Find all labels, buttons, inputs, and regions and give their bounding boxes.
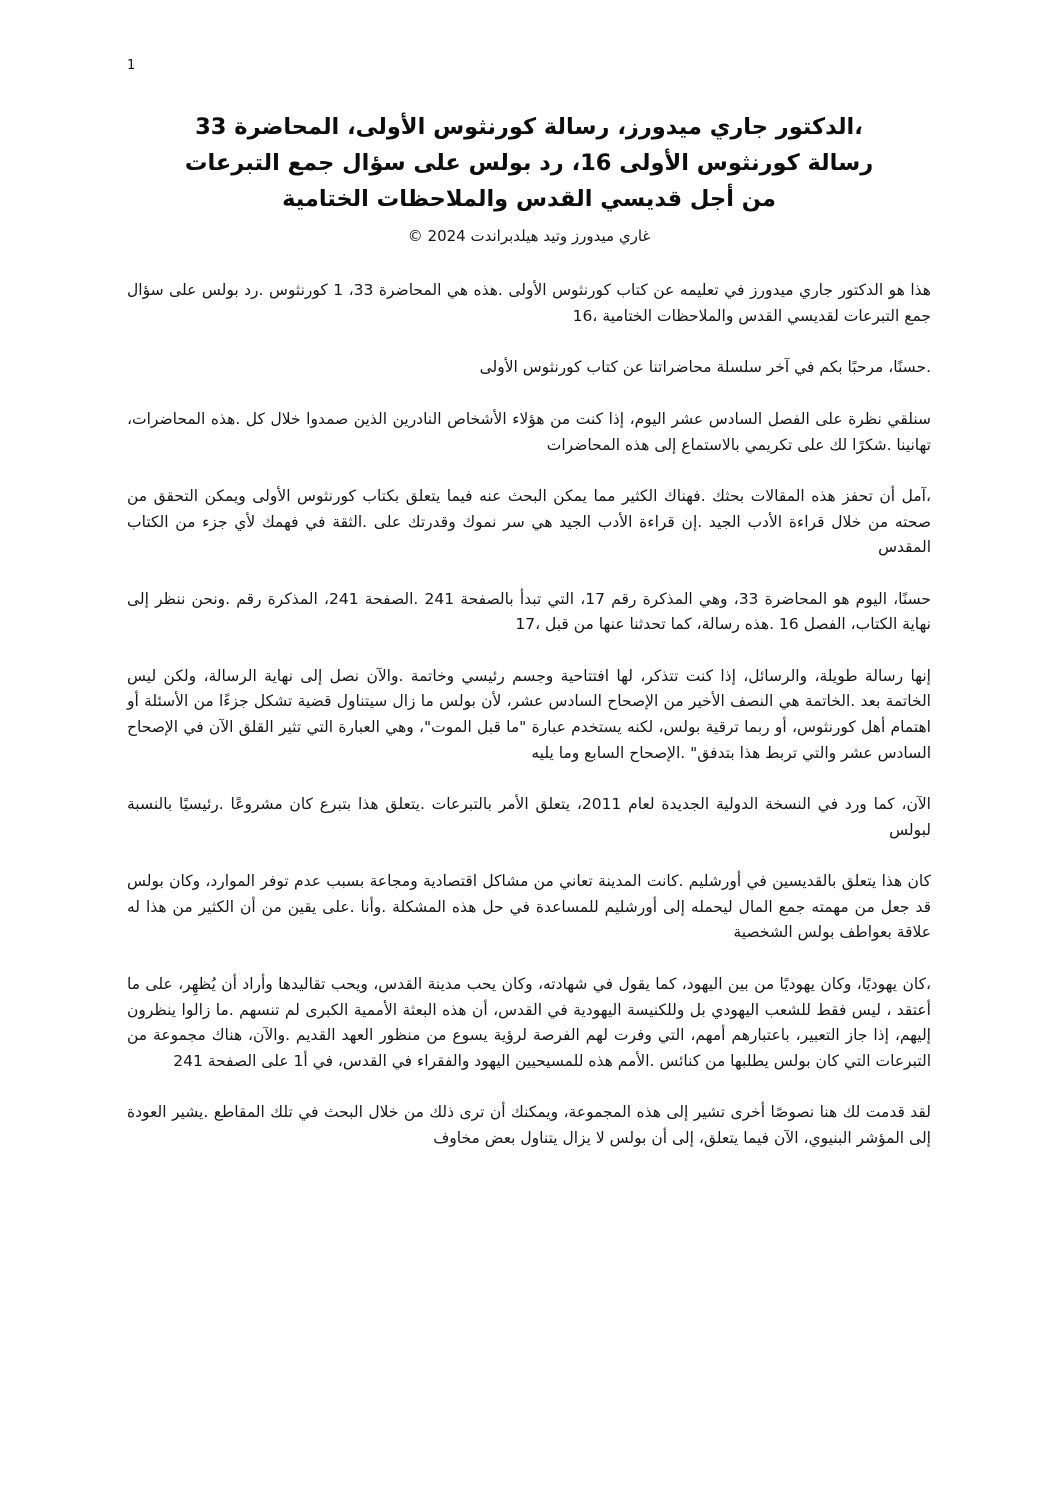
body-paragraph: لقد قدمت لك هنا نصوصًا أخرى تشير إلى هذه المجموعة، ويمكنك أن ترى ذلك من خلال البحث في تلك المقاطع .يشير العودة إلى المؤشر البنيوي، الآن فيما يتعلق، إلى أن بولس لا يزال يتناول بعض مخاوف	[127, 1103, 931, 1147]
title-line-2: رسالة كورنثوس الأولى 16، رد بولس على سؤال جمع التبرعات	[184, 150, 874, 176]
body-paragraph: .حسنًا، مرحبًا بكم في آخر سلسلة محاضراتنا عن كتاب كورنثوس الأولى	[479, 358, 931, 377]
body-paragraph: سنلقي نظرة على الفصل السادس عشر اليوم، إذا كنت من هؤلاء الأشخاص النادرين الذين صمدوا خلال كل .هذه المحاضرات، تهانينا .شكرًا لك على تكريمي بالاستماع إلى هذه المحاضرات	[127, 409, 931, 454]
body-paragraph: ،آمل أن تحفز هذه المقالات بحثك .فهناك الكثير مما يمكن البحث عنه فيما يتعلق بكتاب كورنثوس الأولى ويمكن التحقق من صحته من خلال قراءة الأدب الجيد .إن قراءة الأدب الجيد هي سر نموك وقدرتك على .الثقة في فهمك لأي جزء من الكتاب المقدس	[127, 487, 931, 557]
body-paragraph: الآن، كما ورد في النسخة الدولية الجديدة لعام 2011، يتعلق الأمر بالتبرعات .يتعلق هذا بتبرع كان مشروعًا .رئيسيًا بالنسبة لبولس	[127, 795, 931, 839]
copyright-line: غاري ميدورز وتيد هيلدبراندت 2024 ©	[407, 227, 651, 245]
body-paragraph: ،كان يهوديًا، وكان يهوديًا من بين اليهود، كما يقول في شهادته، وكان يحب مدينة القدس، ويحب تقاليدها وأراد أن يُظهِر، على ما أعتقد ، ليس فقط للشعب اليهودي بل وللكنيسة اليهودية في القدس، أن هذه البعثة الأممية الكبرى لم تنسهم .ما زالوا ينظرون إليهم، إذا جاز التعبير، باعتبارهم أمهم، التي وفرت لهم الفرصة لرؤية يسوع من منظور العهد القديم .والآن، هناك مجموعة من التبرعات التي كان بولس يطلبها من كنائس .الأمم هذه للمسيحيين اليهود والفقراء في القدس، في أ1 على الصفحة 241	[127, 974, 931, 1070]
title-line-1: ،الدكتور جاري ميدورز، رسالة كورنثوس الأولى، المحاضرة 33	[195, 114, 863, 140]
body-paragraph: هذا هو الدكتور جاري ميدورز في تعليمه عن كتاب كورنثوس الأولى .هذه هي المحاضرة 33، 1 كورنثوس .رد بولس على سؤال جمع التبرعات لقديسي القدس والملاحظات الختامية ،16	[127, 281, 931, 325]
body-paragraph: إنها رسالة طويلة، والرسائل، إذا كنت تتذكر، لها افتتاحية وجسم رئيسي وخاتمة .والآن نصل إلى نهاية الرسالة، ولكن ليس الخاتمة بعد .الخاتمة هي النصف الأخير من الإصحاح السادس عشر، لأن بولس ما زال سيتناول قضية تشكل جزءًا من الأسئلة أو اهتمام أهل كورنثوس، أو ربما ترقية بولس، لكنه يستخدم عبارة "ما قبل الموت"، وهي العبارة التي تثير القلق الآن في الإصحاح السادس عشر والتي تربط هذا بتدفق" .الإصحاح السابع وما يليه	[127, 666, 931, 762]
title-line-3: من أجل قديسي القدس والملاحظات الختامية	[282, 186, 776, 212]
body-paragraph: كان هذا يتعلق بالقديسين في أورشليم .كانت المدينة تعاني من مشاكل اقتصادية ومجاعة بسبب عدم توفر الموارد، وكان بولس قد جعل من مهمته جمع المال ليحمله إلى أورشليم للمساعدة في حل هذه المشكلة .وأنا .على يقين من أن الكثير من هذا له علاقة بعواطف بولس الشخصية	[127, 872, 931, 942]
document-body	[127, 278, 931, 1151]
document-title	[127, 109, 931, 217]
body-paragraph: حسنًا، اليوم هو المحاضرة 33، وهي المذكرة رقم 17، التي تبدأ بالصفحة 241 .الصفحة 241، المذكرة رقم .ونحن ننظر إلى نهاية الكتاب، الفصل 16 .هذه رسالة، كما تحدثنا عنها من قبل ،17	[127, 589, 931, 634]
page-number: 1	[127, 58, 136, 73]
